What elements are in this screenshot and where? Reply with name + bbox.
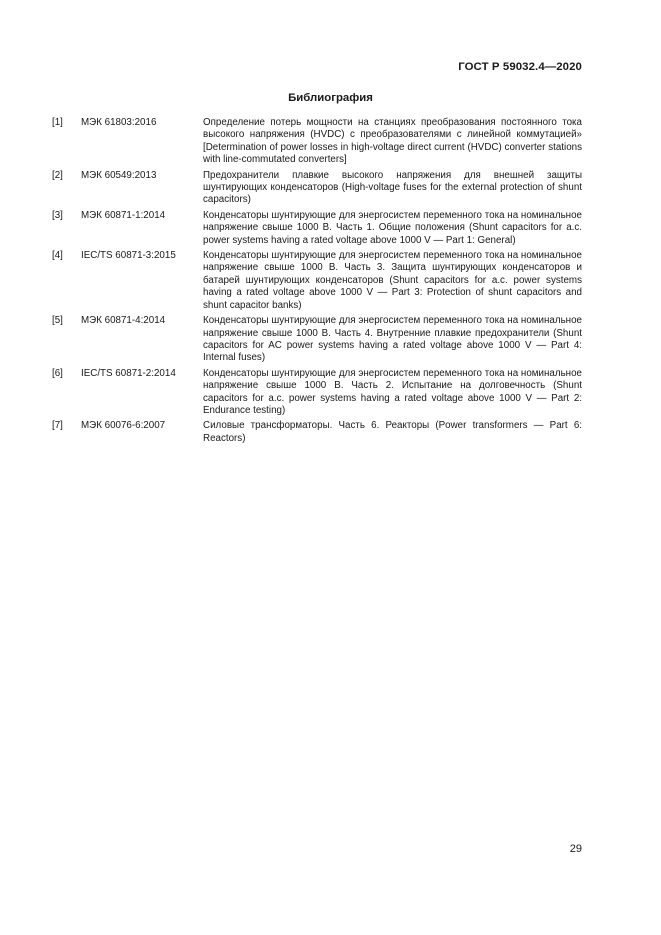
bibliography-entry (52, 250, 582, 312)
bibliography-entry (52, 170, 582, 207)
entry-description: Определение потерь мощности на станциях преобразования постоянного тока высокого напряжения (HVDC) с преобразователями с линейной коммутацией» [Determination of power losses in high-voltage direct current (HVDC) converter stations with line-commutated converters] (203, 117, 582, 166)
bibliography-entry (52, 315, 582, 365)
bibliography-entry (52, 420, 582, 445)
entry-description: Конденсаторы шунтирующие для энергосистем переменного тока на номинальное напряжение свыше 1000 В. Часть 1. Общие положения (Shunt capacitors for a.c. power systems having a rated voltage above 1000 V — Part 1: General) (203, 209, 582, 246)
entry-number: [2] (52, 169, 63, 181)
bibliography-entry (52, 368, 582, 418)
entry-standard-code: IEC/TS 60871-3:2015 (81, 250, 176, 262)
page-number: 29 (569, 843, 582, 855)
page-title: Библиография (288, 92, 373, 104)
entry-description: Конденсаторы шунтирующие для энергосистем переменного тока на номинальное напряжение свыше 1000 В. Часть 2. Испытание на долговечность (Shunt capacitors for a.c. power systems having a rated voltage above 1000 V — Part 2: Endurance testing) (203, 367, 582, 416)
entry-description: Силовые трансформаторы. Часть 6. Реакторы (Power transformers — Part 6: Reactors) (203, 420, 582, 444)
bibliography-list (52, 117, 582, 448)
entry-number: [3] (52, 209, 63, 221)
standard-designation: ГОСТ Р 59032.4—2020 (458, 61, 582, 73)
entry-number: [7] (52, 420, 63, 432)
entry-number: [6] (52, 367, 63, 379)
entry-number: [1] (52, 117, 63, 128)
entry-description: Конденсаторы шунтирующие для энергосистем переменного тока на номинальное напряжение свыше 1000 В. Часть 4. Внутренние плавкие предохранители (Shunt capacitors for AC power systems having a rated voltage above 1000 V — Part 4: Internal fuses) (203, 315, 582, 364)
entry-standard-code: IEC/TS 60871-2:2014 (81, 367, 176, 379)
bibliography-entry (52, 210, 582, 247)
entry-standard-code: МЭК 60871-1:2014 (81, 209, 166, 221)
entry-standard-code: МЭК 61803:2016 (81, 117, 157, 128)
entry-standard-code: МЭК 60871-4:2014 (81, 315, 166, 327)
entry-number: [5] (52, 315, 63, 327)
bibliography-entry (52, 117, 582, 167)
entry-number: [4] (52, 250, 63, 262)
entry-description: Предохранители плавкие высокого напряжения для внешней защиты шунтирующих конденсаторов (High-voltage fuses for the external protection of shunt capacitors) (203, 169, 582, 206)
entry-description: Конденсаторы шунтирующие для энергосистем переменного тока на номинальное напряжение свыше 1000 В. Часть 3. Защита шунтирующих конденсаторов и батарей шунтирующих конденсаторов (Shunt capacitors for a.c. power systems having a rated voltage above 1000 V — Part 3: Protection of shunt capacitors and shunt capacitor banks) (203, 250, 582, 311)
entry-standard-code: МЭК 60076-6:2007 (81, 420, 166, 432)
entry-standard-code: МЭК 60549:2013 (81, 169, 157, 181)
